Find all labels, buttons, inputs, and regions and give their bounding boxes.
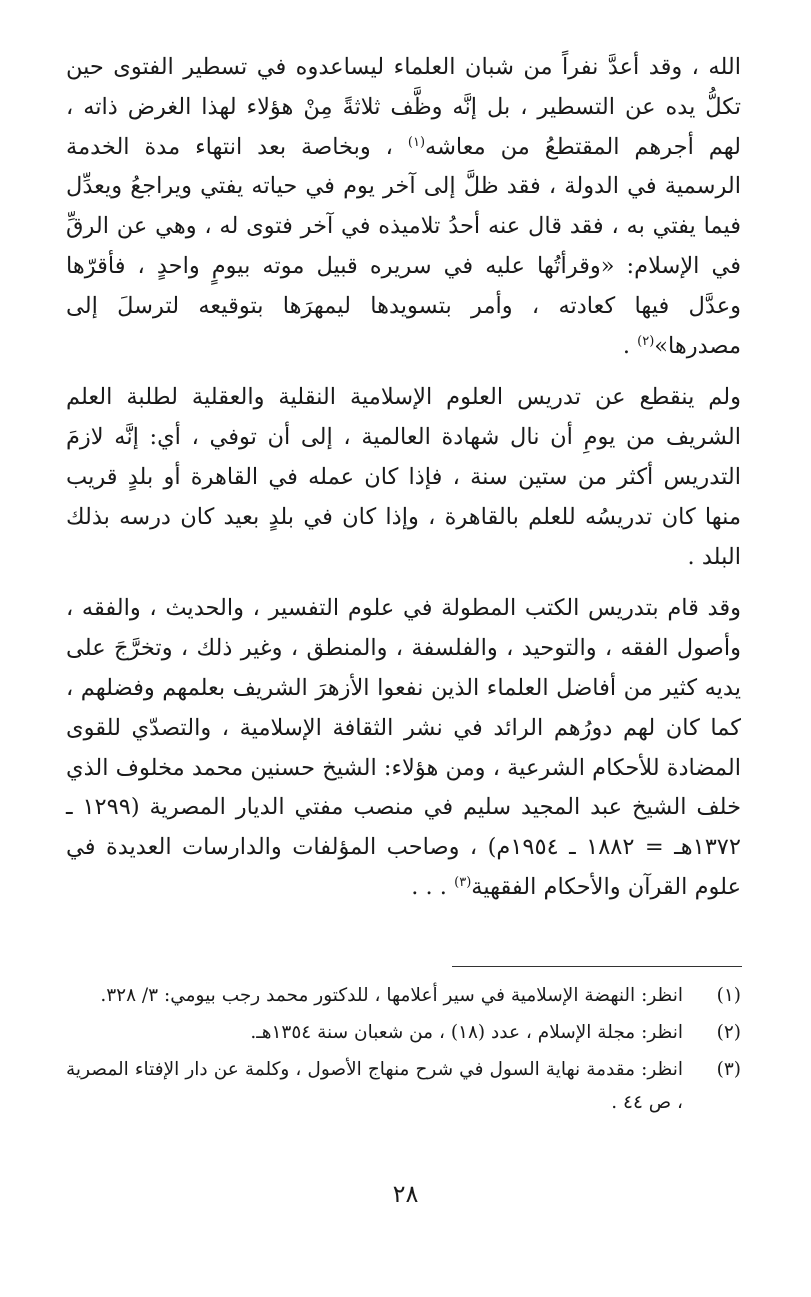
footnote-ref-1[interactable]: (١)	[407, 134, 426, 150]
footnote-2-number: (٢)	[716, 1022, 741, 1043]
footnote-1-text: انظر: النهضة الإسلامية في سير أعلامها ، للدكتور محمد رجب بيومي: ٣/ ٣٢٨.	[100, 985, 683, 1006]
footnote-2	[66, 1016, 741, 1049]
paragraph-1-text-cont: ، وبخاصة بعد انتهاء مدة الخدمة الرسمية في الدولة ، فقد ظلَّ إلى آخر يوم في حياته يفتي ويراجعُ ويعدِّل فيما يفتي به ، فقد قال عنه أحدُ تلاميذه في آخر فتوى له ، وهي عن الرقِّ في الإسلام: «وقرأتُها عليه في سريره قبيل موته بيومٍ واحدٍ ، فأقرّها وعدَّل فيها كعادته ، وأمر بتسويدها ليمهرَها بتوقيعه لترسلَ إلى مصدرها»	[66, 133, 741, 359]
paragraph-2-text: ولم ينقطع عن تدريس العلوم الإسلامية النقلية والعقلية لطلبة العلم الشريف من يومِ أن نال شهادة العالمية ، إلى أن توفي ، أي: إنَّه لازمَ التدريس أكثر من ستين سنة ، فإذا كان عمله في القاهرة أو بلدٍ قريب منها كان تدريسُه للعلم بالقاهرة ، وإذا كان في بلدٍ بعيد كان درسه بذلك البلد .	[66, 384, 741, 570]
paragraph-2	[66, 378, 741, 577]
paragraph-1	[66, 48, 741, 366]
footnote-1-number: (١)	[716, 985, 741, 1006]
footnote-3-text: انظر: مقدمة نهاية السول في شرح منهاج الأصول ، وكلمة عن دار الإفتاء المصرية ، ص ٤٤ .	[66, 1059, 683, 1113]
paragraph-3-end: . . .	[411, 873, 455, 900]
page-body	[66, 48, 741, 908]
footnote-1	[66, 979, 741, 1012]
footnote-ref-3[interactable]: (٣)	[454, 874, 472, 890]
paragraph-3-text: وقد قام بتدريس الكتب المطولة في علوم التفسير ، والحديث ، والفقه ، وأصول الفقه ، والتوحيد ، والفلسفة ، والمنطق ، وغير ذلك ، وتخرَّجَ على يديه كثير من أفاضل العلماء الذين نفعوا الأزهرَ الشريف بعلمهم وفضلهم ، كما كان لهم دورُهم الرائد في نشر الثقافة الإسلامية ، والتصدّي للقوى المضادة للأحكام الشرعية ، ومن هؤلاء: الشيخ حسنين محمد مخلوف الذي خلف الشيخ عبد المجيد سليم في منصب مفتي الديار المصرية (١٢٩٩ ـ ١٣٧٢هـ = ١٨٨٢ ـ ١٩٥٤م) ، وصاحب المؤلفات والدارسات العديدة في علوم القرآن والأحكام الفقهية	[66, 595, 741, 900]
footnotes	[66, 975, 741, 1119]
footnote-3	[66, 1053, 741, 1119]
paragraph-1-end: .	[622, 332, 638, 359]
footnote-2-text: انظر: مجلة الإسلام ، عدد (١٨) ، من شعبان سنة ١٣٥٤هـ.	[250, 1022, 683, 1043]
paragraph-3	[66, 589, 741, 907]
page-number: ٢٨	[392, 1180, 419, 1208]
footnote-3-number: (٣)	[716, 1059, 741, 1080]
footnote-ref-2[interactable]: (٢)	[637, 333, 655, 349]
paragraph-1-text: الله ، وقد أعدَّ نفراً من شبان العلماء ليساعدوه في تسطير الفتوى حين تكلُّ يده عن التسطير ، بل إنَّه وظَّف ثلاثةً مِنْ هؤلاء لهذا الغرض ذاته ، لهم أجرهم المقتطعُ من معاشه	[66, 54, 741, 160]
footnote-divider	[452, 966, 742, 967]
